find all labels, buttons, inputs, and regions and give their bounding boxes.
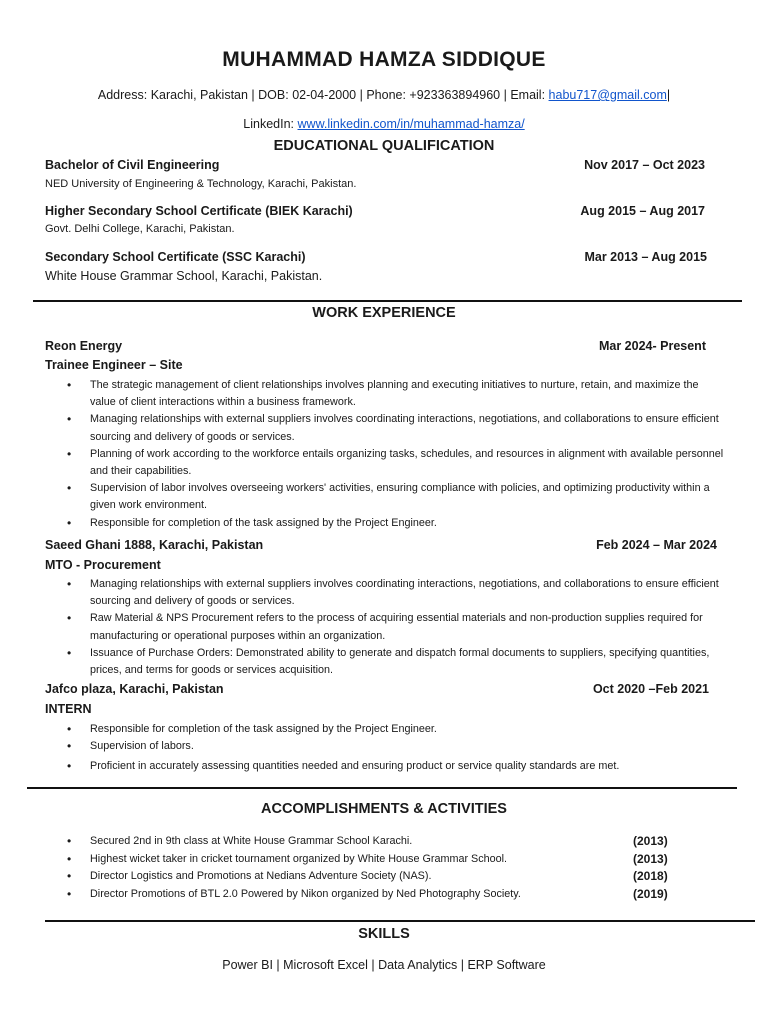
- accomplishment-year: (2018): [633, 869, 668, 883]
- skills-section-title: SKILLS: [358, 926, 410, 942]
- linkedin-link[interactable]: www.linkedin.com/in/muhammad-hamza/: [297, 117, 525, 131]
- accomplishment-year: (2013): [633, 834, 668, 848]
- degree-title: Bachelor of Civil Engineering: [45, 158, 220, 172]
- list-item: • Planning of work according to the workforce entails organizing tasks, schedules, and resources in alignment with available personnel and their capabilities.: [45, 446, 725, 480]
- education-entry: [45, 204, 715, 218]
- accomplishment-text: Highest wicket taker in cricket tournament organized by White House Grammar School.: [90, 852, 508, 865]
- list-item: • Supervision of labor involves overseeing workers' activities, ensuring compliance with policies, and optimizing productivity within a given work environment.: [45, 480, 725, 514]
- job-header: [45, 538, 717, 552]
- work-section-title: WORK EXPERIENCE: [312, 305, 456, 321]
- education-entry: [45, 158, 715, 172]
- company-name: Jafco plaza, Karachi, Pakistan: [45, 682, 224, 696]
- list-item: • Managing relationships with external suppliers involves coordinating interactions, negotiations, and collaborations to ensure efficient sourcing and delivery of goods or services.: [45, 576, 725, 610]
- job-dates: Oct 2020 –Feb 2021: [592, 682, 709, 696]
- skills-list: Power BI | Microsoft Excel | Data Analytics | ERP Software: [222, 958, 546, 972]
- job-dates: Feb 2024 – Mar 2024: [596, 538, 717, 552]
- degree-title: Higher Secondary School Certificate (BIEK Karachi): [45, 204, 353, 218]
- education-entry: [45, 250, 715, 264]
- accomplishment-year: (2013): [633, 851, 668, 866]
- job-bullets: [45, 576, 725, 679]
- linkedin-label: LinkedIn:: [243, 117, 298, 131]
- accomplishment-text: Director Promotions of BTL 2.0 Powered by Nikon organized by Ned Photography Society.: [90, 887, 521, 900]
- list-item: [45, 833, 685, 851]
- list-item: • Issuance of Purchase Orders: Demonstrated ability to generate and dispatch formal documents to suppliers, specifying quantities, prices, and terms for goods or services acquisition.: [45, 645, 725, 679]
- list-item: • Raw Material & NPS Procurement refers to the process of acquiring essential materials and non-production supplies required for manufacturing or operational purposes within an organization.: [45, 610, 725, 644]
- section-divider: [45, 920, 755, 922]
- job-header: [45, 682, 715, 696]
- email-link[interactable]: habu717@gmail.com: [548, 88, 667, 102]
- list-item: [45, 868, 685, 886]
- list-item: • Responsible for completion of the task assigned by the Project Engineer.: [45, 515, 725, 532]
- job-header: [45, 339, 715, 353]
- job-role: Trainee Engineer – Site: [45, 358, 183, 372]
- list-item: • Responsible for completion of the task assigned by the Project Engineer.: [45, 721, 725, 738]
- list-item: [45, 851, 685, 869]
- job-role: MTO - Procurement: [45, 558, 161, 572]
- list-item: • Managing relationships with external suppliers involves coordinating interactions, negotiations, and collaborations to ensure efficient sourcing and delivery of goods or services.: [45, 411, 725, 445]
- contact-details: Address: Karachi, Pakistan | DOB: 02-04-2000 | Phone: +923363894960 | Email:: [97, 88, 549, 102]
- institution-name: White House Grammar School, Karachi, Pakistan.: [45, 269, 323, 283]
- linkedin-line: [0, 117, 768, 131]
- company-name: Saeed Ghani 1888, Karachi, Pakistan: [45, 538, 264, 552]
- section-divider: [27, 787, 737, 789]
- accomplishments-section-title: ACCOMPLISHMENTS & ACTIVITIES: [261, 801, 507, 817]
- resume-name: MUHAMMAD HAMZA SIDDIQUE: [222, 48, 546, 71]
- contact-separator: |: [666, 88, 671, 102]
- contact-line: [0, 88, 768, 102]
- institution-name: NED University of Engineering & Technology, Karachi, Pakistan.: [45, 178, 357, 190]
- job-role: INTERN: [45, 702, 92, 716]
- degree-dates: Mar 2013 – Aug 2015: [584, 250, 707, 264]
- list-item: • Supervision of labors.: [45, 738, 725, 755]
- degree-dates: Aug 2015 – Aug 2017: [580, 204, 705, 218]
- education-section-title: EDUCATIONAL QUALIFICATION: [273, 138, 495, 154]
- degree-dates: Nov 2017 – Oct 2023: [584, 158, 705, 172]
- job-bullets: [45, 377, 725, 532]
- list-item: [45, 886, 685, 904]
- accomplishment-year: (2019): [633, 886, 668, 901]
- job-bullets: [45, 721, 725, 776]
- section-divider: [33, 300, 742, 302]
- institution-name: Govt. Delhi College, Karachi, Pakistan.: [45, 223, 235, 235]
- degree-title: Secondary School Certificate (SSC Karachi): [45, 250, 306, 264]
- accomplishment-text: Director Logistics and Promotions at Nedians Adventure Society (NAS).: [90, 870, 432, 882]
- accomplishment-text: Secured 2nd in 9th class at White House Grammar School Karachi.: [90, 835, 413, 847]
- job-dates: Mar 2024- Present: [598, 339, 706, 353]
- list-item: • The strategic management of client relationships involves planning and executing initiatives to nurture, retain, and maximize the value of client interactions within a business framework.: [45, 377, 725, 411]
- company-name: Reon Energy: [45, 339, 123, 353]
- accomplishments-list: [45, 833, 685, 903]
- list-item: • Proficient in accurately assessing quantities needed and ensuring product or service quality standards are met.: [45, 758, 725, 775]
